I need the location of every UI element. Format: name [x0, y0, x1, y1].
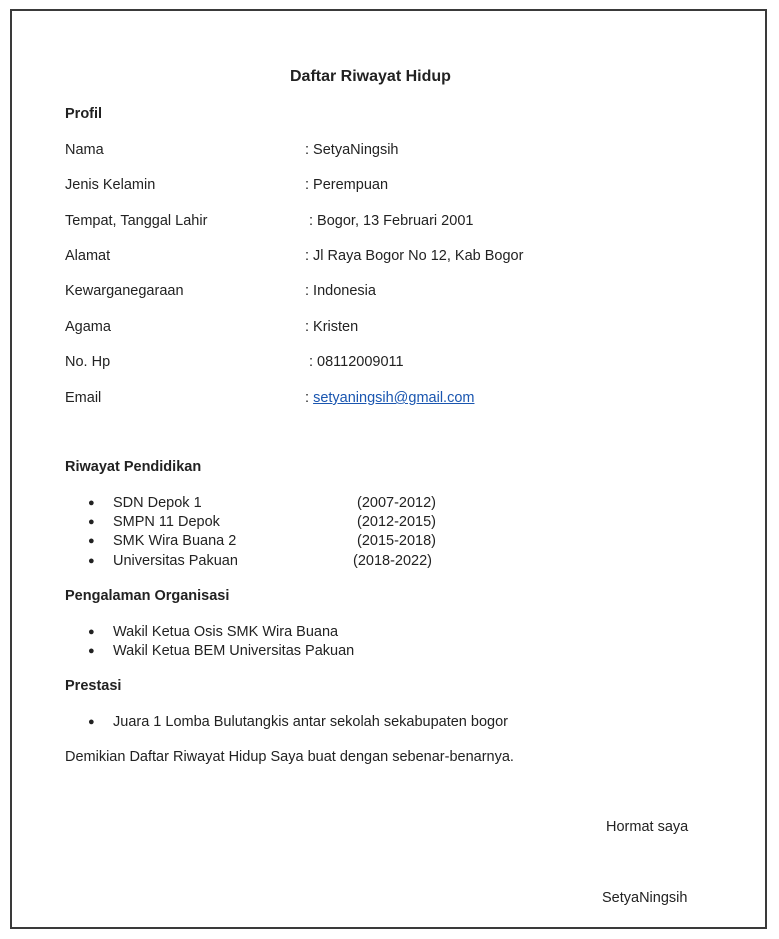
profile-label-birth: Tempat, Tanggal Lahir	[65, 213, 208, 229]
profile-email-row	[305, 390, 474, 406]
bullet-icon: ●	[88, 626, 95, 638]
achievement-item: Juara 1 Lomba Bulutangkis antar sekolah sekabupaten bogor	[113, 714, 508, 730]
email-link[interactable]: setyaningsih@gmail.com	[313, 390, 475, 406]
organization-item: Wakil Ketua BEM Universitas Pakuan	[113, 643, 355, 659]
profile-label-phone: No. Hp	[65, 354, 111, 370]
profile-label-religion: Agama	[65, 319, 111, 335]
profile-value-address: : Jl Raya Bogor No 12, Kab Bogor	[305, 248, 524, 264]
bullet-icon: ●	[88, 645, 95, 657]
profile-heading: Profil	[65, 106, 103, 122]
profile-label-citizenship: Kewarganegaraan	[65, 283, 184, 299]
profile-value-religion: : Kristen	[305, 319, 359, 335]
profile-value-phone: : 08112009011	[309, 354, 404, 370]
signature-name: SetyaNingsih	[602, 890, 688, 906]
organization-item: Wakil Ketua Osis SMK Wira Buana	[113, 624, 339, 640]
education-years: (2015-2018)	[357, 533, 436, 549]
achievement-heading: Prestasi	[65, 678, 122, 694]
education-years: (2007-2012)	[357, 495, 436, 511]
education-school: Universitas Pakuan	[113, 553, 238, 569]
profile-value-gender: : Perempuan	[305, 177, 389, 193]
education-school: SMPN 11 Depok	[113, 514, 220, 530]
regards-text: Hormat saya	[606, 819, 689, 835]
bullet-icon: ●	[88, 716, 95, 728]
bullet-icon: ●	[88, 535, 95, 547]
email-colon: :	[305, 390, 314, 406]
education-years: (2012-2015)	[357, 514, 436, 530]
closing-statement: Demikian Daftar Riwayat Hidup Saya buat dengan sebenar-benarnya.	[65, 749, 514, 765]
profile-label-gender: Jenis Kelamin	[65, 177, 156, 193]
bullet-icon: ●	[88, 516, 95, 528]
profile-value-name: : SetyaNingsih	[305, 142, 399, 158]
education-school: SMK Wira Buana 2	[113, 533, 237, 549]
profile-value-citizenship: : Indonesia	[305, 283, 376, 299]
education-heading: Riwayat Pendidikan	[65, 459, 202, 475]
profile-label-email: Email	[65, 390, 102, 406]
profile-label-name: Nama	[65, 142, 104, 158]
document-title: Daftar Riwayat Hidup	[290, 68, 451, 85]
profile-label-address: Alamat	[65, 248, 111, 264]
education-school: SDN Depok 1	[113, 495, 202, 511]
education-years: (2018-2022)	[353, 553, 432, 569]
bullet-icon: ●	[88, 497, 95, 509]
bullet-icon: ●	[88, 555, 95, 567]
organization-heading: Pengalaman Organisasi	[65, 588, 230, 604]
profile-value-birth: : Bogor, 13 Februari 2001	[309, 213, 474, 229]
